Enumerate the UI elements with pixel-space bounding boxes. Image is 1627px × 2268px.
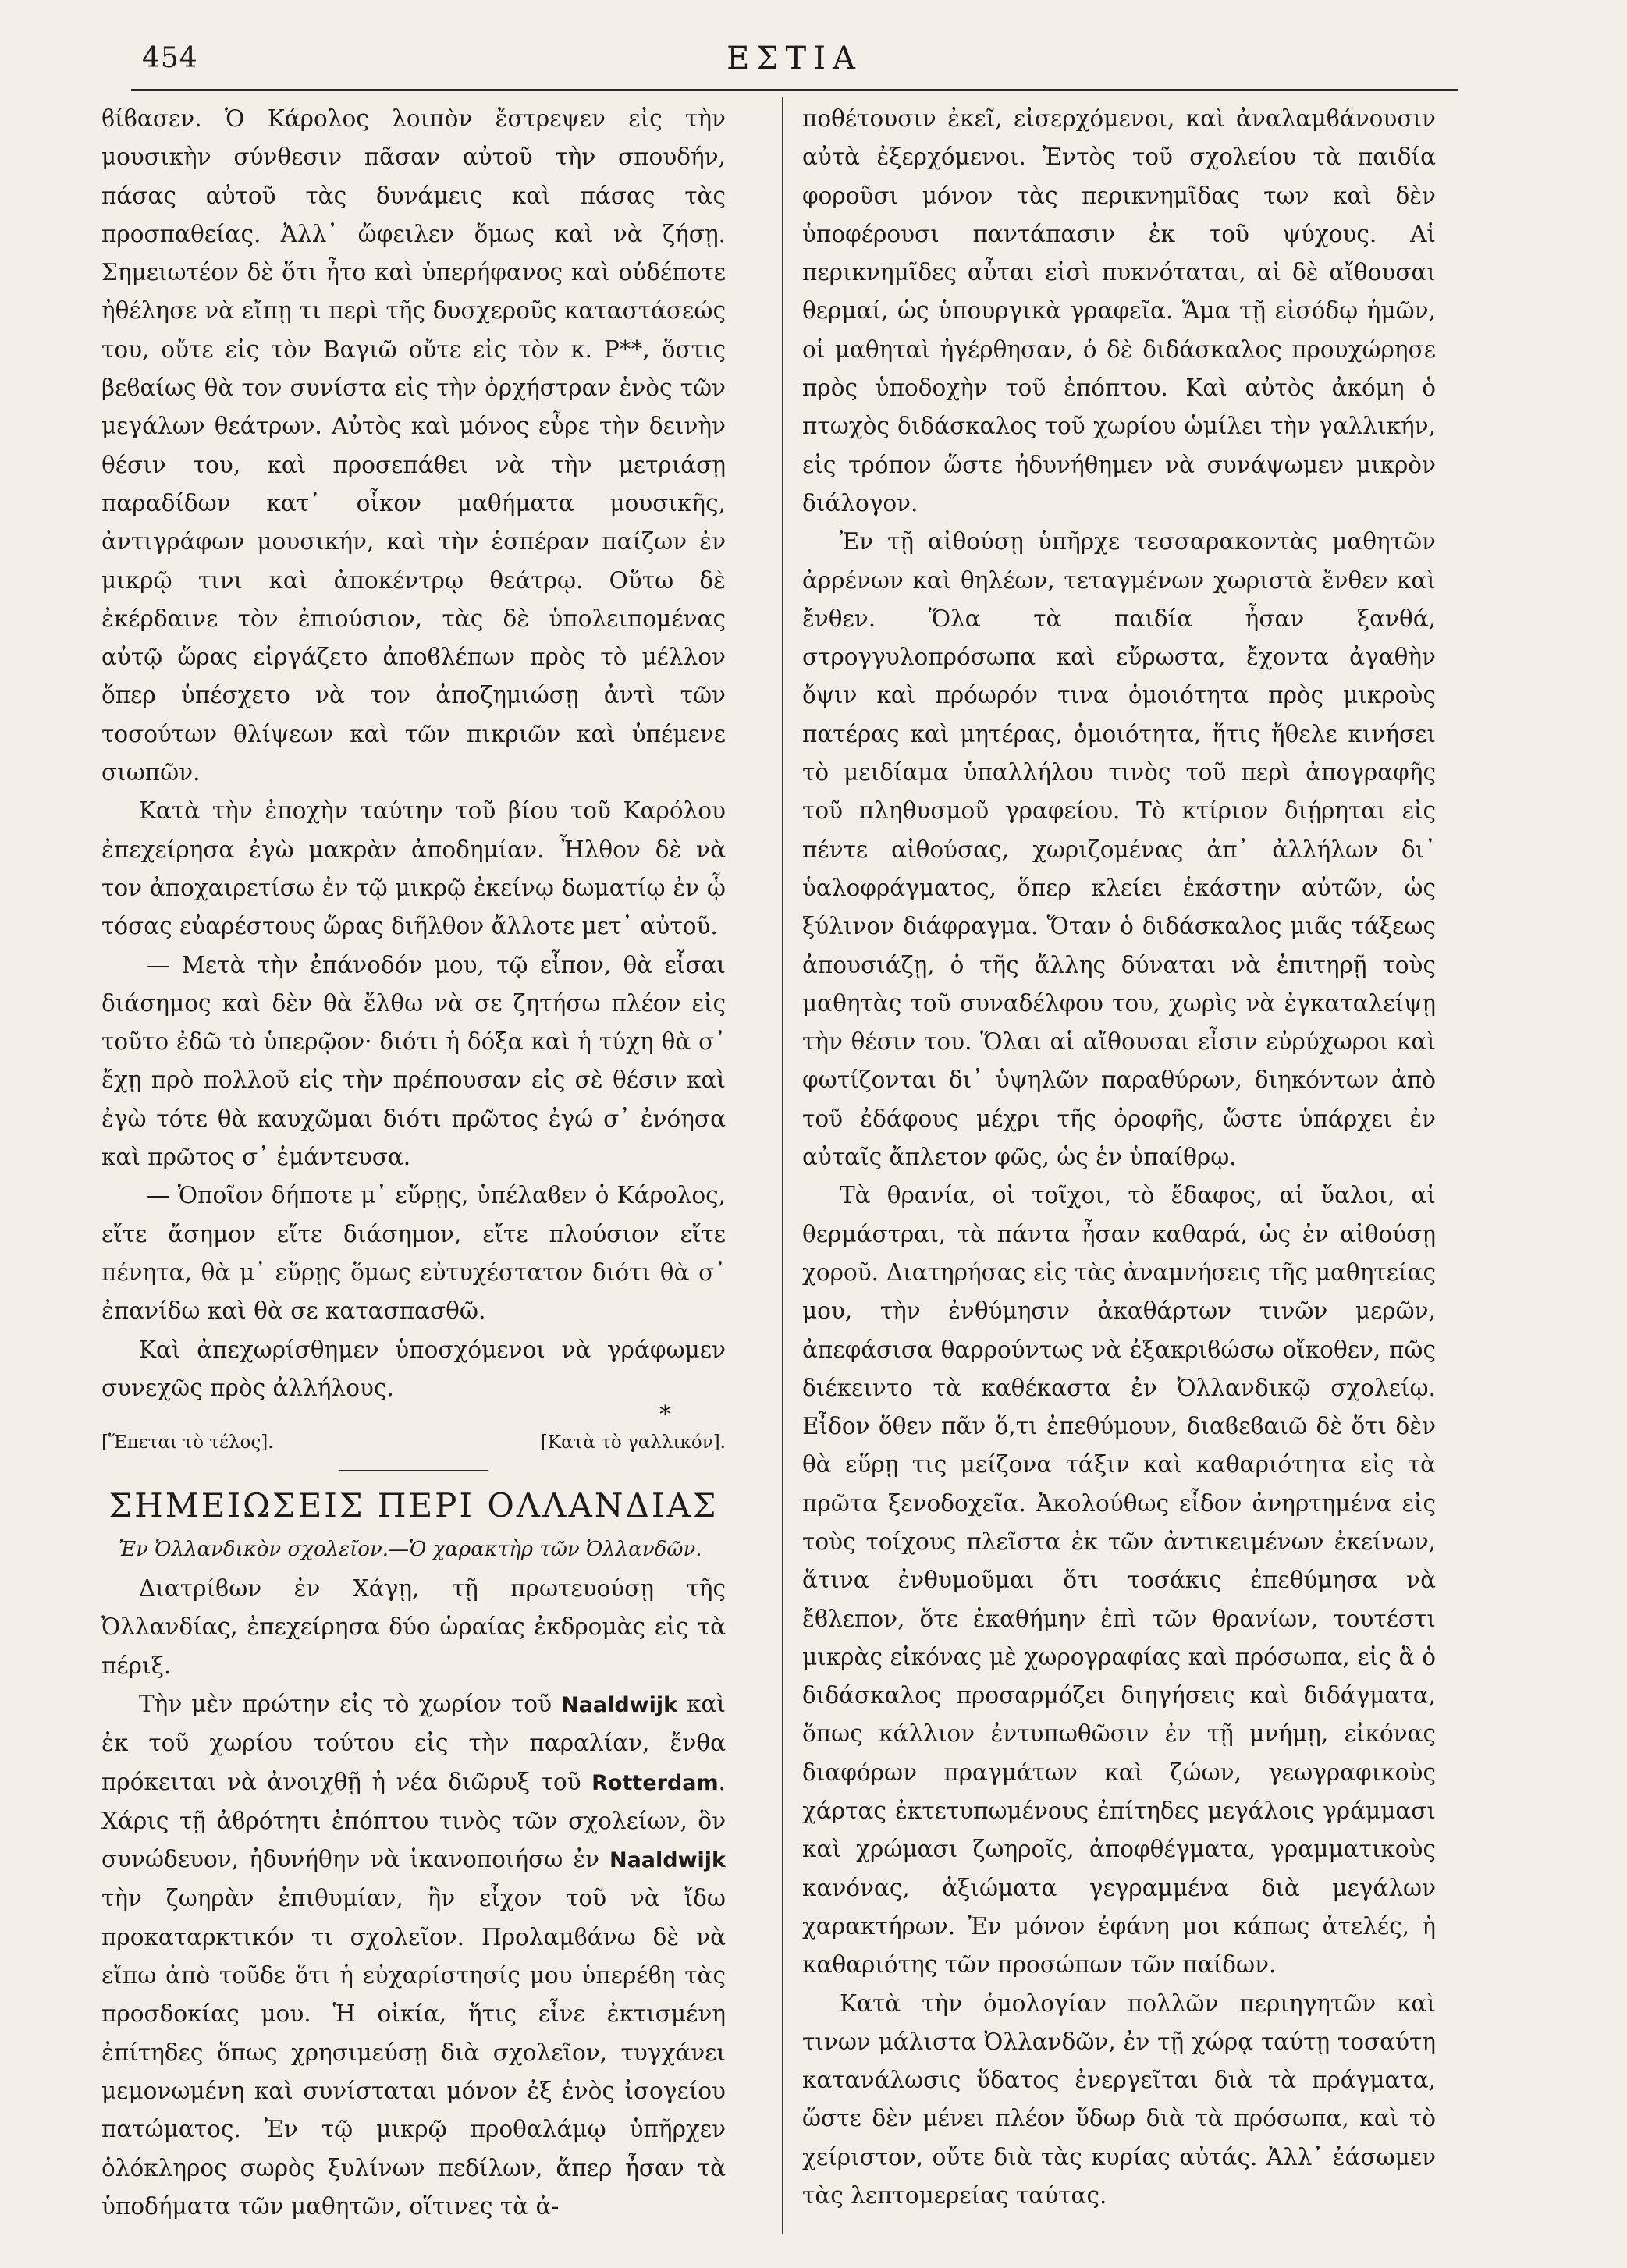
column-divider (782, 97, 783, 2234)
text-run: . Χάρις τῇ ἀϐρότητι ἐπόπτου τινὸς τῶν σχολείων, ὃν συνώδευον, ἠδυνήθην νὰ ἱκανοποιήσω ἐν (101, 1768, 726, 1873)
section-subtitle: Ἐν Ὀλλανδικὸν σχολεῖον.—Ὁ χαρακτὴρ τῶν Ὀλλανδῶν. (119, 1538, 702, 1562)
right-column (802, 100, 1436, 2238)
continued-note: [Ἕπεται τὸ τέλος]. (101, 1432, 274, 1453)
section-separator (339, 1470, 488, 1471)
paragraph: Τὰ θρανία, οἱ τοῖχοι, τὸ ἔδαφος, αἱ ὕαλοι, αἱ θερμάστραι, τὰ πάντα ἦσαν καθαρά, ὡς ἐν αἰθούσῃ χοροῦ. Διατηρήσας εἰς τὰς ἀναμνήσεις τῆς μαθητείας μου, τὴν ἐνθύμησιν ἀκαθάρτων τινῶν μερῶν, ἀπεφάσισα θαρρούντως νὰ ἐξακριϐώσω οἴκοθεν, πῶς διέκειντο τὰ καθέκαστα ἐν Ὀλλανδικῷ σχολείῳ. Εἶδον ὅθεν πᾶν ὅ,τι ἐπεθύμουν, διαϐεϐαιῶ δὲ ὅτι δὲν θὰ εὕρῃ τις μείζονα τάξιν καὶ καθαριότητα εἰς τὰ πρῶτα ξενοδοχεῖα. Ἀκολούθως εἶδον ἀνηρτημένα εἰς τοὺς τοίχους πλεῖστα ἐκ τῶν ἀντικειμένων ἐκείνων, ἅτινα ἐνθυμοῦμαι ὅτι τοσάκις ἐπεθύμησα νὰ ἔϐλεπον, ὅτε ἐκαθήμην ἐπὶ τῶν θρανίων, τουτέστι μικρὰς εἰκόνας μὲ χωρογραφίας καὶ πρόσωπα, εἰς ἃ ὁ διδάσκαλος προσαρμόζει διηγήσεις καὶ διδάγματα, ὅπως κάλλιον ἐντυπωθῶσιν ἐν τῇ μνήμῃ, εἰκόνας διαφόρων πραγμάτων καὶ ζώων, γεωγραφικοὺς χάρτας ἐκτετυπωμένους ἐπίτηδες μεγάλοις γράμμασι καὶ χρώμασι ζωηροῖς, ἀποφθέγματα, γραμματικοὺς κανόνας, ἀξιώματα γεγραμμένα διὰ μεγάλων χαρακτήρων. Ἐν μόνον ἐφάνη μοι κάπως ἀτελές, ἡ καθαριότης τῶν προσώπων τῶν παίδων. (802, 1182, 1436, 1979)
paragraph: ποθέτουσιν ἐκεῖ, εἰσερχόμενοι, καὶ ἀναλαμϐάνουσιν αὐτὰ ἐξερχόμενοι. Ἐντὸς τοῦ σχολείου τὰ παιδία φοροῦσι μόνον τὰς περικνημῖδας των καὶ δὲν ὑποφέρουσι παντάπασιν ἐκ τοῦ ψύχους. Αἱ περικνημῖδες αὗται εἰσὶ πυκνόταται, αἱ δὲ αἴθουσαι θερμαί, ὡς ὑπουργικὰ γραφεῖα. Ἅμα τῇ εἰσόδῳ ἡμῶν, οἱ μαθηταὶ ἠγέρθησαν, ὁ δὲ διδάσκαλος προυχώρησε πρὸς ὑποδοχὴν τοῦ ἐπόπτου. Καὶ αὐτὸς ἀκόμη ὁ πτωχὸς διδάσκαλος τοῦ χωρίου ὡμίλει τὴν γαλλικήν, εἰς τρόπον ὥστε ἠδυνήθημεν νὰ συνάψωμεν μικρὸν διάλογον. (802, 105, 1436, 516)
paragraph (101, 1685, 726, 2226)
place-name: Naaldwijk (561, 1692, 678, 1717)
dialogue-paragraph: — Ὁποῖον δήποτε μ᾽ εὕρῃς, ὑπέλαϐεν ὁ Κάρολος, εἴτε ἄσημον εἴτε διάσημον, εἴτε πλούσιον εἴτε πένητα, θὰ μ᾽ εὕρῃς ὅμως εὐτυχέστατον διότι θὰ σ᾽ ἐπανίδω καὶ θὰ σε κατασπασθῶ. (101, 1182, 726, 1325)
page-header (131, 31, 1458, 86)
text-run: Τὴν μὲν πρώτην εἰς τὸ χωρίον τοῦ (139, 1690, 562, 1717)
paragraph: ϐίϐασεν. Ὁ Κάρολος λοιπὸν ἔστρεψεν εἰς τὴν μουσικὴν σύνθεσιν πᾶσαν αὐτοῦ τὴν σπουδήν, πάσας αὐτοῦ τὰς δυνάμεις καὶ πάσας τὰς προσπαθείας. Ἀλλ᾽ ὤφειλεν ὅμως καὶ νὰ ζήσῃ. Σημειωτέον δὲ ὅτι ἦτο καὶ ὑπερήφανος καὶ οὐδέποτε ἠθέλησε νὰ εἴπῃ τι περὶ τῆς δυσχεροῦς καταστάσεώς του, οὔτε εἰς τὸν Βαγιῶ οὔτε εἰς τὸν κ. Ρ**, ὅστις βεϐαίως θὰ τον συνίστα εἰς τὴν ὀρχήστραν ἑνὸς τῶν μεγάλων θεάτρων. Αὐτὸς καὶ μόνος εὗρε τὴν δεινὴν θέσιν του, καὶ προσεπάθει νὰ τὴν μετριάσῃ παραδίδων κατ᾽ οἶκον μαθήματα μουσικῆς, ἀντιγράφων μουσικήν, καὶ τὴν ἑσπέραν παίζων ἐν μικρῷ τινι καὶ ἀποκέντρῳ θεάτρῳ. Οὕτω δὲ ἐκέρδαινε τὸν ἐπιούσιον, τὰς δὲ ὑπολειπομένας αὐτῷ ὥρας εἰργάζετο ἀποϐλέπων πρὸς τὸ μέλλον ὅπερ ὑπέσχετο νὰ τον ἀποζημιώσῃ ἀντὶ τῶν τοσούτων θλίψεων καὶ τῶν πικριῶν καὶ ὑπέμενε σιωπῶν. (101, 105, 726, 786)
header-rule (131, 89, 1458, 91)
paragraph: Κατὰ τὴν ὁμολογίαν πολλῶν περιηγητῶν καὶ τινων μάλιστα Ὀλλανδῶν, ἐν τῇ χώρᾳ ταύτῃ τοσαύτη κατανάλωσις ὕδατος ἐνεργεῖται διὰ τὰ πράγματα, ὥστε δὲν μένει πλέον ὕδωρ διὰ τὰ πρόσωπα, καὶ τὸ χείριστον, οὔτε διὰ τὰς κυρίας αὐτάς. Ἀλλ᾽ ἐάσωμεν τὰς λεπτομερείας ταύτας. (802, 1989, 1436, 2209)
paragraph: Ἐν τῇ αἰθούσῃ ὑπῆρχε τεσσαρακοντὰς μαθητῶν ἀρρένων καὶ θηλέων, τεταγμένων χωριστὰ ἔνθεν καὶ ἔνθεν. Ὅλα τὰ παιδία ἦσαν ξανθά, στρογγυλοπρόσωπα καὶ εὔρωστα, ἔχοντα ἀγαθὴν ὄψιν καὶ πρόωρόν τινα ὁμοιότητα πρὸς μικροὺς πατέρας καὶ μητέρας, ὁμοιότητα, ἥτις ἤθελε κινήσει τὸ μειδίαμα ὑπαλλήλου τινὸς τοῦ περὶ ἀπογραφῆς τοῦ πληθυσμοῦ γραφείου. Τὸ κτίριον διῄρηται εἰς πέντε αἰθούσας, χωριζομένας ἀπ᾽ ἀλλήλων δι᾽ ὑαλοφράγματος, ὅπερ κλείει ἑκάστην αὐτῶν, ὡς ξύλινον διάφραγμα. Ὅταν ὁ διδάσκαλος μιᾶς τάξεως ἀπουσιάζῃ, ὁ τῆς ἄλλης δύναται νὰ ἐπιτηρῇ τοὺς μαθητὰς τοῦ συναδέλφου του, χωρὶς νὰ ἐγκαταλείψῃ τὴν θέσιν του. Ὅλαι αἱ αἴθουσαι εἶσιν εὐρύχωροι καὶ φωτίζονται δι᾽ ὑψηλῶν παραθύρων, διηκόντων ἀπὸ τοῦ ἐδάφους μέχρι τῆς ὀροφῆς, ὥστε ὑπάρχει ἐν αὐταῖς ἄπλετον φῶς, ὡς ἐν ὑπαίθρῳ. (802, 528, 1436, 1171)
paragraph: Διατρίϐων ἐν Χάγῃ, τῇ πρωτευούσῃ τῆς Ὀλλανδίας, ἐπεχείρησα δύο ὡραίας ἐκδρομὰς εἰς τὰ πέριξ. (101, 1575, 726, 1679)
translation-note: [Κατὰ τὸ γαλλικόν]. (540, 1432, 726, 1453)
text-run: τὴν ζωηρὰν ἐπιθυμίαν, ἣν εἶχον τοῦ νὰ ἴδω προκαταρκτικόν τι σχολεῖον. Προλαμϐάνω δὲ νὰ εἴπω ἀπὸ τοῦδε ὅτι ἡ εὐχαρίστησίς μου ὑπερέϐη τὰς προσδοκίας μου. Ἡ οἰκία, ἥτις εἶνε ἐκτισμένη ἐπίτηδες ὅπως χρησιμεύσῃ διὰ σχολεῖον, τυγχάνει μεμονωμένη καὶ συνίσταται μόνον ἐξ ἑνὸς ἰσογείου πατώματος. Ἐν τῷ μικρῷ προθαλάμῳ ὑπῆρχεν ὁλόκληρος σωρὸς ξυλίνων πεδίλων, ἅπερ ἦσαν τὰ ὑποδήματα τῶν μαθητῶν, οἵτινες τὰ ἀ- (101, 1885, 726, 2220)
left-column (101, 100, 726, 2238)
place-name: Naaldwijk (609, 1848, 726, 1873)
text-run: καὶ ἐκ τοῦ χωρίου τούτου εἰς τὴν παραλίαν, ἔνθα πρόκειται νὰ ἀνοιχθῇ ἡ νέα διῶρυξ τοῦ (101, 1690, 726, 1795)
place-name: Rotterdam (591, 1770, 719, 1795)
article-footer (101, 1425, 726, 1461)
paragraph: Καὶ ἀπεχωρίσθημεν ὑποσχόμενοι νὰ γράφωμεν συνεχῶς πρὸς ἀλλήλους. (101, 1336, 726, 1401)
journal-title: ΕΣΤΙΑ (726, 41, 862, 76)
end-asterisk: * (659, 1401, 671, 1429)
page-number: 454 (142, 42, 198, 74)
paragraph: Κατὰ τὴν ἐποχὴν ταύτην τοῦ βίου τοῦ Καρόλου ἐπεχείρησα ἐγὼ μακρὰν ἀποδημίαν. Ἦλθον δὲ νὰ τον ἀποχαιρετίσω ἐν τῷ μικρῷ ἐκείνῳ δωματίῳ ἐν ᾧ τόσας εὐαρέστους ὥρας διῆλθον ἄλλοτε μετ᾽ αὐτοῦ. (101, 797, 726, 940)
dialogue-paragraph: — Μετὰ τὴν ἐπάνοδόν μου, τῷ εἶπον, θὰ εἶσαι διάσημος καὶ δὲν θὰ ἔλθω νὰ σε ζητήσω πλέον εἰς τοῦτο ἐδῶ τὸ ὑπερῷον· διότι ἡ δόξα καὶ ἡ τύχη θὰ σ᾽ ἔχῃ πρὸ πολλοῦ εἰς τὴν πρέπουσαν εἰς σὲ θέσιν καὶ ἐγὼ τότε θὰ καυχῶμαι διότι πρῶτος ἐγώ σ᾽ ἐνόησα καὶ πρῶτος σ᾽ ἐμάντευσα. (101, 951, 726, 1171)
section-title: ΣΗΜΕΙΩΣΕΙΣ ΠΕΡΙ ΟΛΛΑΝΔΙΑΣ (108, 1486, 719, 1525)
